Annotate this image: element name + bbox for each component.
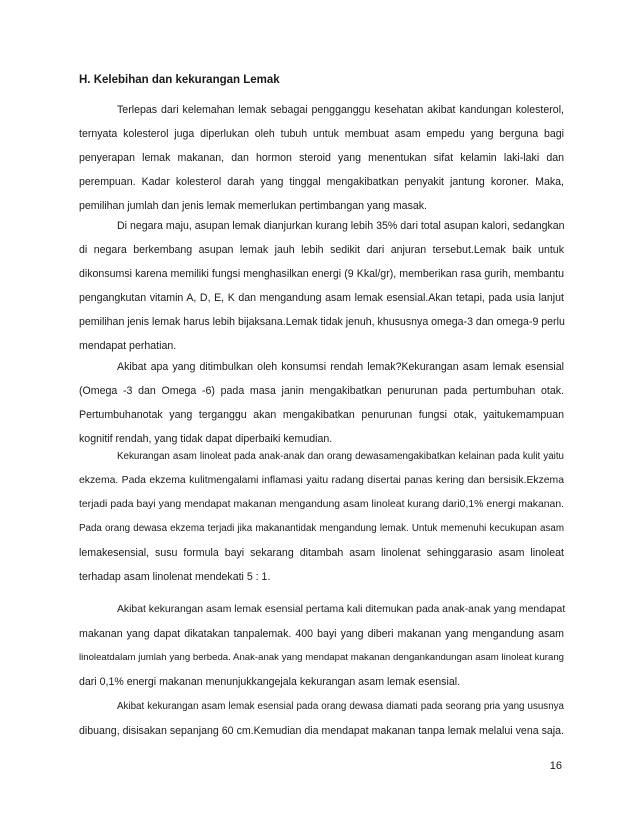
paragraph-line: Terlepas dari kelemahan lemak sebagai pengganggu kesehatan akibat kandungan kolesterol, <box>117 104 564 116</box>
paragraph-3 <box>79 355 564 451</box>
paragraph-line: Akibat apa yang ditimbulkan oleh konsumsi rendah lemak?Kekurangan asam lemak esensial <box>117 361 564 373</box>
paragraph-line: penyerapan lemak makanan, dan hormon steroid yang menentukan sifat kelamin laki-laki dan <box>79 152 564 164</box>
paragraph-line: makanan yang dapat dikatakan tanpalemak. 400 bayi yang diberi makanan yang mengandung asam <box>79 628 564 640</box>
paragraph-line: terhadap asam linolenat mendekati 5 : 1. <box>79 571 271 583</box>
paragraph-line: mendapat perhatian. <box>79 340 177 352</box>
paragraph-1 <box>79 98 564 218</box>
paragraph-line: Kekurangan asam linoleat pada anak-anak dan orang dewasamengakibatkan kelainan pada kulit yaitu <box>117 451 564 462</box>
paragraph-line: Pada orang dewasa ekzema terjadi jika makanantidak mengandung lemak. Untuk memenuhi kecukupan asam <box>79 523 564 534</box>
paragraph-line: Pertumbuhanotak yang terganggu akan mengakibatkan penurunan fungsi otak, yaitukemampuan <box>79 409 564 421</box>
paragraph-line: dikonsumsi karena memiliki fungsi menghasilkan energi (9 Kkal/gr), memberikan rasa gurih, membantu <box>79 268 564 280</box>
paragraph-line: ternyata kolesterol juga diperlukan oleh tubuh untuk membuat asam empedu yang berguna bagi <box>79 128 564 140</box>
paragraph-line: kognitif rendah, yang tidak dapat diperbaiki kemudian. <box>79 433 333 445</box>
paragraph-line: ekzema. Pada ekzema kulitmengalami inflamasi yaitu radang disertai panas kering dan bersisik.Ekzema <box>79 475 564 486</box>
paragraph-line: pengangkutan vitamin A, D, E, K dan mengandung asam lemak esensial.Akan tetapi, pada usia lanjut <box>79 292 564 304</box>
paragraph-line: Akibat kekurangan asam lemak esensial pertama kali ditemukan pada anak-anak yang mendapat <box>117 604 566 615</box>
paragraph-line: (Omega -3 dan Omega -6) pada masa janin mengakibatkan penurunan pada pertumbuhan otak. <box>79 385 564 397</box>
section-heading: H. Kelebihan dan kekurangan Lemak <box>79 74 280 86</box>
paragraph-line: linoleatdalam jumlah yang berbeda. Anak-anak yang mendapat makanan dengankandungan asam linoleat kurang <box>79 652 564 663</box>
paragraph-line: perempuan. Kadar kolesterol darah yang tinggal mengakibatkan penyakit jantung koroner. Maka, <box>79 176 564 188</box>
paragraph-6 <box>79 695 564 743</box>
paragraph-line: dibuang, disisakan sepanjang 60 cm.Kemudian dia mendapat makanan tanpa lemak melalui vena saja. <box>79 725 564 737</box>
paragraph-line: pemilihan jumlah dan jenis lemak memerlukan pertimbangan yang masak. <box>79 200 428 212</box>
paragraph-line: di negara berkembang asupan lemak jauh lebih sedikit dari anjuran tersebut.Lemak baik untuk <box>79 244 564 256</box>
paragraph-line: lemakesensial, susu formula bayi sekarang ditambah asam linolenat sehinggarasio asam linoleat <box>79 547 564 559</box>
paragraph-line: Akibat kekurangan asam lemak esensial pada orang dewasa diamati pada seorang pria yang ususnya <box>117 701 564 712</box>
paragraph-line: Di negara maju, asupan lemak dianjurkan kurang lebih 35% dari total asupan kalori, sedangkan <box>117 220 565 232</box>
paragraph-2 <box>79 214 564 358</box>
paragraph-line: pemilihan jenis lemak harus lebih bijaksana.Lemak tidak jenuh, khususnya omega-3 dan omega-9 perlu <box>79 316 565 328</box>
paragraph-line: terjadi pada bayi yang mendapat makanan mengandung asam linoleat kurang dari0,1% energi makanan. <box>79 499 564 510</box>
page-number: 16 <box>549 760 562 772</box>
paragraph-4 <box>79 445 564 589</box>
paragraph-line: dari 0,1% energi makanan menunjukkangejala kekurangan asam lemak esensial. <box>79 676 461 688</box>
paragraph-5 <box>79 598 564 694</box>
